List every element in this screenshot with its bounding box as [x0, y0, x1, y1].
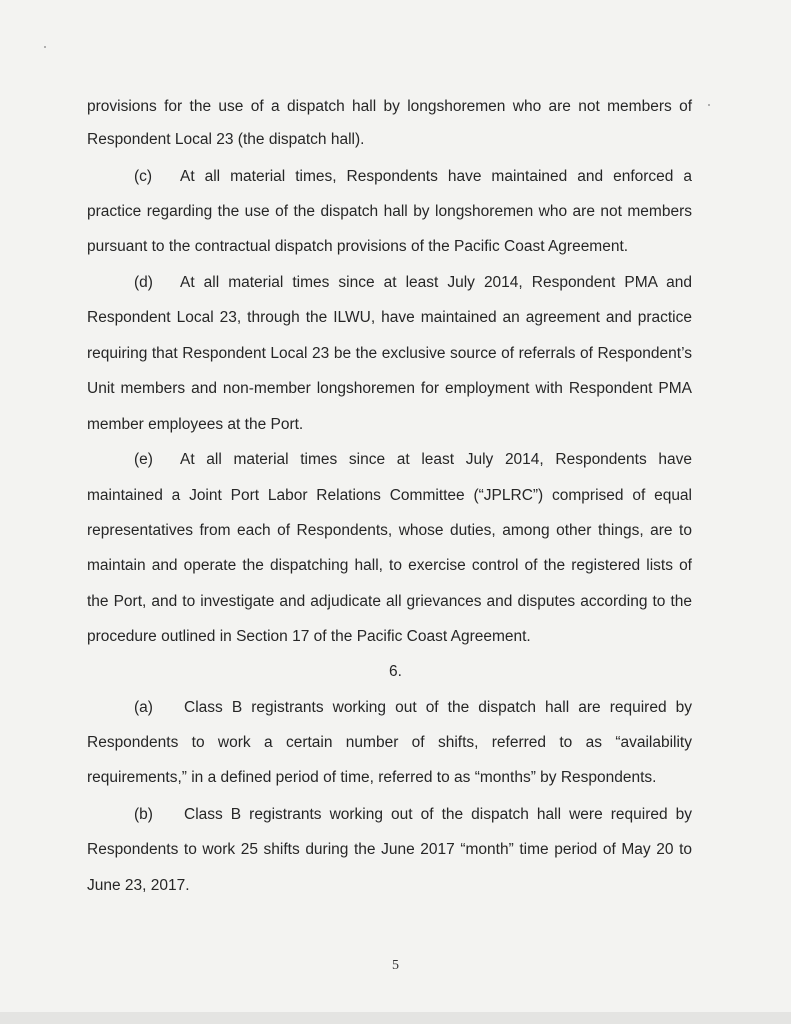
text-line: At all material times since at least July 2014, Respondent PMA and [180, 274, 692, 291]
scan-bottom-edge [0, 1012, 791, 1024]
text-line: requiring that Respondent Local 23 be the exclusive source of referrals of Respondent’s [87, 345, 692, 362]
paragraph-label-e: (e) [134, 451, 153, 468]
text-line: Respondents to work 25 shifts during the June 2017 “month” time period of May 20 to [87, 841, 692, 858]
text-line: June 23, 2017. [87, 877, 190, 894]
scan-speck [708, 104, 710, 106]
text-line: maintain and operate the dispatching hall, to exercise control of the registered lists of [87, 557, 692, 574]
text-line: Respondent Local 23, through the ILWU, have maintained an agreement and practice [87, 309, 692, 326]
scan-speck [44, 46, 46, 48]
paragraph-e-first-line [134, 450, 692, 470]
page-number: 5 [392, 958, 399, 973]
text-line: member employees at the Port. [87, 416, 304, 433]
text-line: At all material times since at least July 2014, Respondents have [180, 451, 692, 468]
paragraph-d-first-line [134, 273, 692, 293]
paragraph-label-a: (a) [134, 699, 153, 716]
text-line: Respondent Local 23 (the dispatch hall). [87, 131, 365, 148]
paragraph-a-first-line [134, 698, 692, 718]
paragraph-label-d: (d) [134, 274, 153, 291]
text-line: Class B registrants working out of the dispatch hall are required by [184, 699, 692, 716]
paragraph-b-first-line [134, 805, 692, 825]
text-line: practice regarding the use of the dispatch hall by longshoremen who are not members [87, 203, 692, 220]
paragraph-c-first-line [134, 167, 692, 187]
text-line: Unit members and non-member longshoremen for employment with Respondent PMA [87, 380, 692, 397]
paragraph-label-b: (b) [134, 806, 153, 823]
text-line: procedure outlined in Section 17 of the Pacific Coast Agreement. [87, 628, 531, 645]
text-line: Class B registrants working out of the dispatch hall were required by [184, 806, 692, 823]
text-line: At all material times, Respondents have maintained and enforced a [180, 168, 692, 185]
text-line: Respondents to work a certain number of shifts, referred to as “availability [87, 734, 692, 751]
text-line: the Port, and to investigate and adjudicate all grievances and disputes according to the [87, 593, 692, 610]
text-line: provisions for the use of a dispatch hall by longshoremen who are not members of [87, 98, 692, 115]
text-line: requirements,” in a defined period of time, referred to as “months” by Respondents. [87, 769, 657, 786]
text-line: maintained a Joint Port Labor Relations Committee (“JPLRC”) comprised of equal [87, 487, 692, 504]
section-number: 6. [389, 663, 402, 680]
text-line: pursuant to the contractual dispatch provisions of the Pacific Coast Agreement. [87, 238, 629, 255]
paragraph-label-c: (c) [134, 168, 153, 185]
text-line: representatives from each of Respondents, whose duties, among other things, are to [87, 522, 692, 539]
